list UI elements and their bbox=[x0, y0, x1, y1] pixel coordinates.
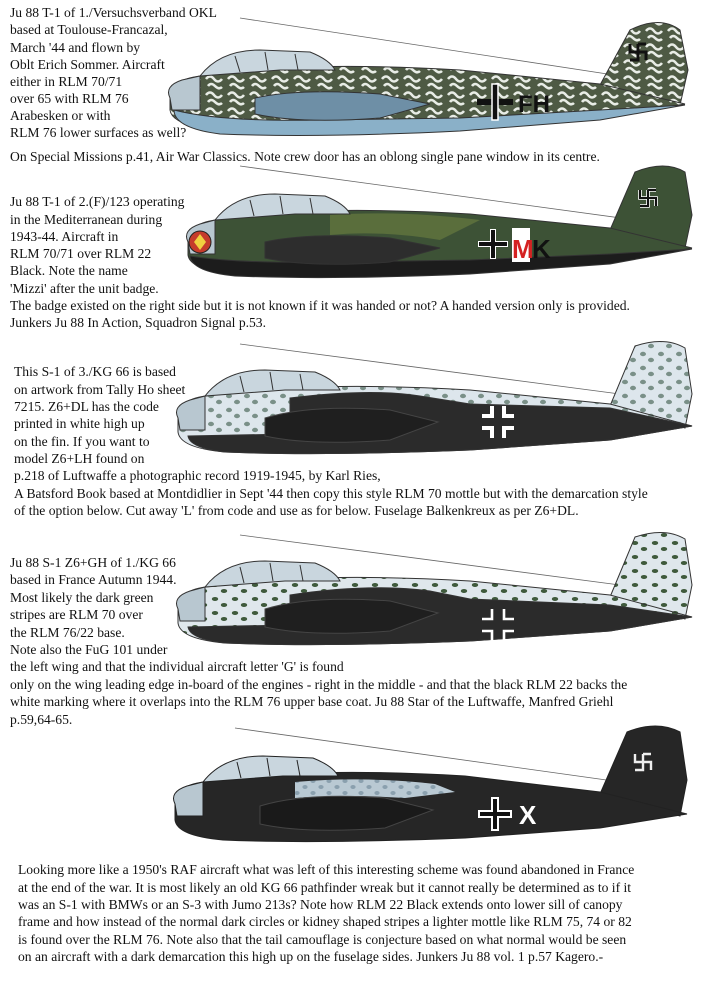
caption5-line3: was an S-1 with BMWs or an S-3 with Jumo 213s? Note how RLM 22 Black extends onto lower sill of canopy bbox=[18, 897, 623, 912]
caption4-line7: the left wing and that the individual aircraft letter 'G' is found bbox=[10, 659, 344, 674]
aircraft-code-2-right: K bbox=[532, 234, 551, 264]
caption3-line9: of the option below. Cut away 'L' from code and use as for below. Fuselage Balkenkreux as per Z6+DL. bbox=[14, 503, 579, 518]
caption3-line1: This S-1 of 3./KG 66 is based bbox=[14, 364, 176, 379]
caption1-line8: RLM 76 lower surfaces as well? bbox=[10, 125, 187, 140]
caption1-line1: Ju 88 T-1 of 1./Versuchsverband OKL bbox=[10, 5, 217, 20]
caption1-line4: Oblt Erich Sommer. Aircraft bbox=[10, 57, 165, 72]
caption2-line8: Junkers Ju 88 In Action, Squadron Signal p.53. bbox=[10, 315, 267, 330]
caption4-line4: stripes are RLM 70 over bbox=[10, 607, 143, 622]
aircraft-profile-1 bbox=[160, 10, 700, 150]
caption4-line3: Most likely the dark green bbox=[10, 590, 154, 605]
caption4-line5: the RLM 76/22 base. bbox=[10, 625, 125, 640]
aircraft-profile-4 bbox=[170, 525, 700, 655]
caption1-line7: Arabesken or with bbox=[10, 108, 111, 123]
caption5-line5: is found over the RLM 76. Note also that the tail camouflage is conjecture based on what normal would be seen bbox=[18, 932, 627, 947]
caption2-line4: RLM 70/71 over RLM 22 bbox=[10, 246, 152, 261]
caption2-line1: Ju 88 T-1 of 2.(F)/123 operating bbox=[10, 194, 185, 209]
aircraft-code-5: X bbox=[519, 800, 537, 830]
caption2-line7: The badge existed on the right side but it is not known if it was handed or not? A handed version only is provided. bbox=[10, 298, 630, 313]
caption4-line2: based in France Autumn 1944. bbox=[10, 572, 177, 587]
caption2-line2: in the Mediterranean during bbox=[10, 212, 163, 227]
caption3-line8: A Batsford Book based at Montdidlier in Sept '44 then copy this style RLM 70 mottle but with the demarcation style bbox=[14, 486, 648, 501]
caption1-line2: based at Toulouse-Francazal, bbox=[10, 22, 168, 37]
caption4-line9: white marking where it overlaps into the RLM 76 upper base coat. Ju 88 Star of the Luftwaffe, Manfred Griehl bbox=[10, 694, 614, 709]
caption2-line6: 'Mizzi' after the unit badge. bbox=[10, 281, 159, 296]
aircraft-profile-3 bbox=[170, 336, 700, 464]
caption3-line3: 7215. Z6+DL has the code bbox=[14, 399, 159, 414]
caption4-line6: Note also the FuG 101 under bbox=[10, 642, 168, 657]
caption3-line2: on artwork from Tally Ho sheet bbox=[14, 382, 186, 397]
caption1-line9: On Special Missions p.41, Air War Classics. Note crew door has an oblong single pane window in its centre. bbox=[10, 149, 600, 164]
caption4-line1: Ju 88 S-1 Z6+GH of 1./KG 66 bbox=[10, 555, 176, 570]
caption1-line5: either in RLM 70/71 bbox=[10, 74, 123, 89]
caption1-line3: March '44 and flown by bbox=[10, 40, 141, 55]
caption3-line6: model Z6+LH found on bbox=[14, 451, 145, 466]
aircraft-code-1: FH bbox=[518, 91, 550, 118]
caption5-line1: Looking more like a 1950's RAF aircraft what was left of this interesting scheme was found abandoned in France bbox=[18, 862, 635, 877]
caption2-line5: Black. Note the name bbox=[10, 263, 128, 278]
caption4-line10: p.59,64-65. bbox=[10, 712, 73, 727]
caption1-line6: over 65 with RLM 76 bbox=[10, 91, 129, 106]
caption4-line8: only on the wing leading edge in-board of the engines - right in the middle - and that the black RLM 22 backs the bbox=[10, 677, 628, 692]
aircraft-profile-5 bbox=[165, 718, 700, 853]
caption3-line7: p.218 of Luftwaffe a photographic record 1919-1945, by Karl Ries, bbox=[14, 468, 381, 483]
aircraft-profile-2 bbox=[180, 160, 700, 290]
caption3-line5: on the fin. If you want to bbox=[14, 434, 150, 449]
caption5-line6: on an aircraft with a dark demarcation this high up on the fuselage sides. Junkers Ju 88 vol. 1 p.57 Kagero.- bbox=[18, 949, 604, 964]
caption5-line4: frame and how instead of the normal dark circles or kidney shaped stripes a lighter mottle like RLM 75, 74 or 82 bbox=[18, 914, 632, 929]
caption5-line2: at the end of the war. It is most likely an old KG 66 pathfinder wreak but it cannot really be determined as to if it bbox=[18, 880, 632, 895]
aircraft-code-2-left: M bbox=[512, 234, 534, 264]
caption3-line4: printed in white high up bbox=[14, 416, 145, 431]
caption2-line3: 1943-44. Aircraft in bbox=[10, 229, 119, 244]
